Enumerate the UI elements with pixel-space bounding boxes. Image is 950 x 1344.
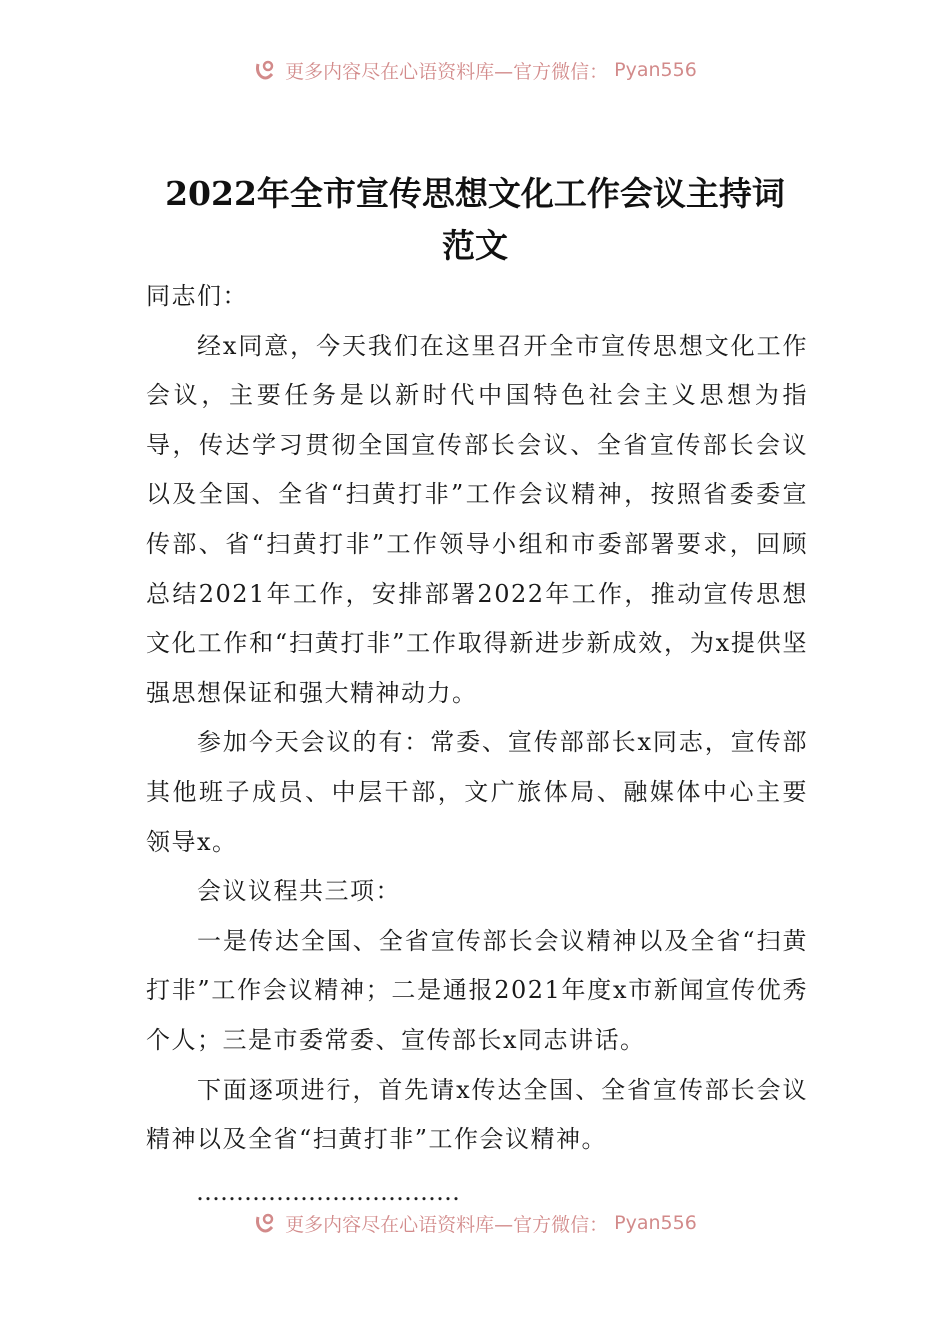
watermark-text: 更多内容尽在心语资料库—官方微信： [285,60,609,83]
paragraph-intro: 经x同意，今天我们在这里召开全市宣传思想文化工作会议，主要任务是以新时代中国特色社会主义思想为指导，传达学习贯彻全国宣传部长会议、全省宣传部长会议以及全国、全省“扫黄打非”工作会议精神，按照省委委宣传部、省“扫黄打非”工作领导小组和市委部署要求，回顾总结2021年工作，安排部署2022年工作，推动宣传思想文化工作和“扫黄打非”工作取得新进步新成效，为x提供坚强思想保证和强大精神动力。 [146,331,808,707]
paragraph-agenda-items: 一是传达全国、全省宣传部长会议精神以及全省“扫黄打非”工作会议精神；二是通报2021年度x市新闻宣传优秀个人；三是市委常委、宣传部长x同志讲话。 [146,926,808,1054]
title-line-2: 范文 [442,226,508,265]
salutation: 同志们： [146,282,248,310]
document-title [120,168,830,272]
watermark-handle: Pyan556 [614,1212,697,1234]
watermark-logo-icon [253,57,279,83]
watermark-text: 更多内容尽在心语资料库—官方微信： [285,1213,609,1236]
ellipsis-line: …………………………… [196,1178,460,1206]
watermark-footer [0,1208,950,1238]
paragraph-attendees: 参加今天会议的有：常委、宣传部部长x同志，宣传部其他班子成员、中层干部，文广旅体局、融媒体中心主要领导x。 [146,728,808,856]
title-line-1: 2022年全市宣传思想文化工作会议主持词 [165,174,785,213]
paragraph-agenda-heading: 会议议程共三项： [197,877,401,906]
paragraph-proceed: 下面逐项进行，首先请x传达全国、全省宣传部长会议精神以及全省“扫黄打非”工作会议精神。 [146,1075,808,1154]
watermark-handle: Pyan556 [614,59,697,81]
document-body [146,272,808,1165]
watermark-logo-icon [253,1210,279,1236]
watermark-header [0,55,950,85]
